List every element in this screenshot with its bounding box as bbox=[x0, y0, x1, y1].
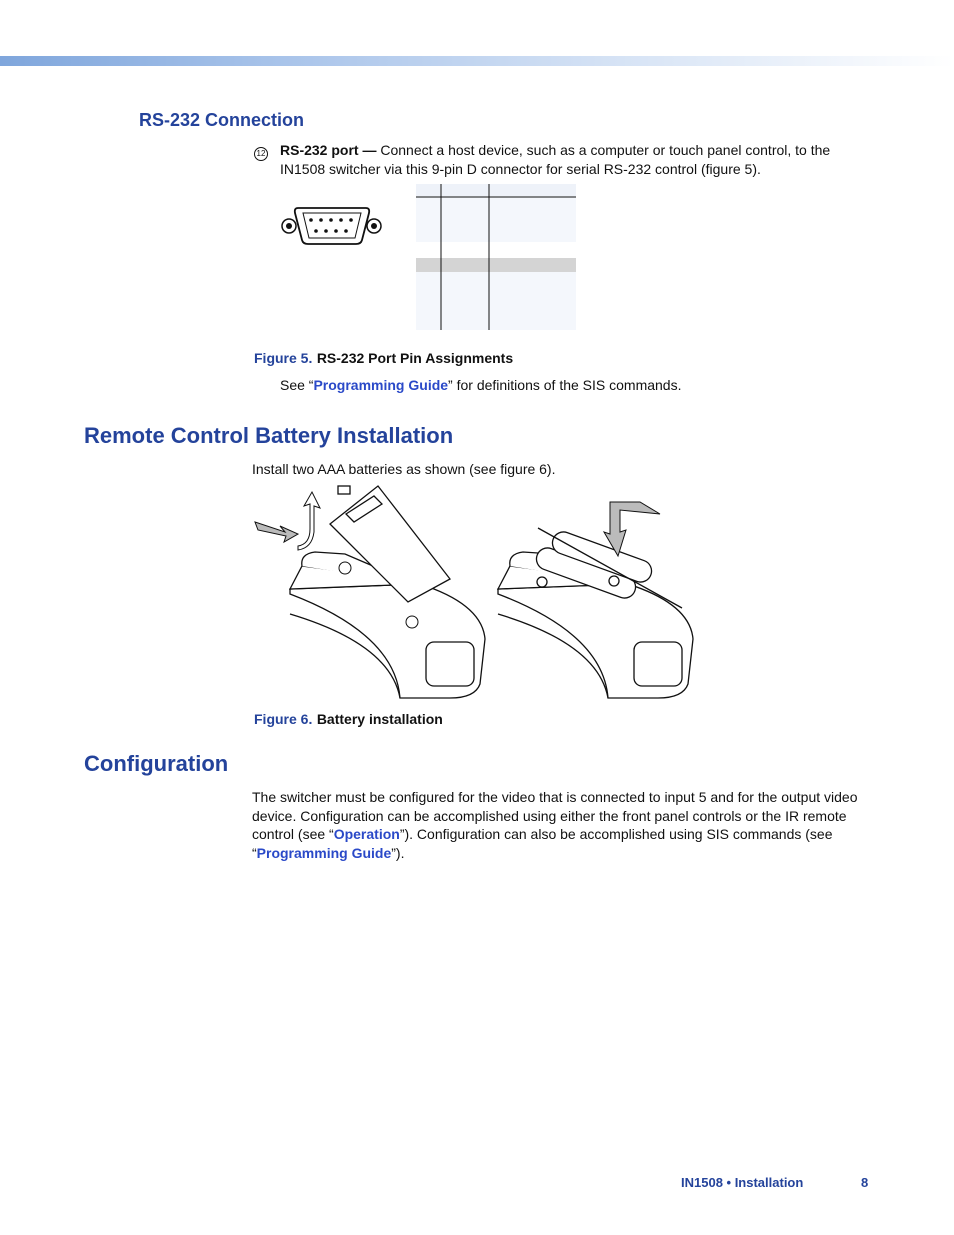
config-text-1: The switcher must be configured for the video that is connected to input 5 and for the output video device. Configuration can be accomplished using either the front panel controls or the IR remote control (see “ bbox=[252, 789, 858, 842]
config-text-3: ”). bbox=[391, 844, 405, 861]
rs232-description bbox=[280, 141, 860, 178]
config-text-2: ”). Configuration can also be accomplished using SIS commands (see “ bbox=[252, 826, 833, 861]
figure5-caption bbox=[254, 350, 513, 368]
see-programming-guide bbox=[280, 376, 682, 395]
item-text: Connect a host device, such as a computer or touch panel control, to the IN1508 switcher via this 9-pin D connector for serial RS-232 control (figure 5). bbox=[280, 142, 831, 177]
configuration-paragraph bbox=[252, 788, 876, 862]
pin-assignment-table bbox=[416, 184, 578, 332]
figure6-caption bbox=[254, 711, 443, 729]
figure6-label: Figure 6. bbox=[254, 711, 313, 727]
item-number: 12 bbox=[254, 147, 268, 161]
programming-guide-link-2[interactable]: Programming Guide bbox=[256, 844, 392, 861]
see-suffix: ” for definitions of the SIS commands. bbox=[448, 377, 682, 393]
db9-connector-illustration bbox=[278, 200, 388, 250]
figure5-label: Figure 5. bbox=[254, 350, 313, 366]
figure6-text: Battery installation bbox=[316, 711, 443, 727]
battery-heading: Remote Control Battery Installation bbox=[84, 423, 454, 448]
footer-doc-title: IN1508 • Installation bbox=[681, 1175, 804, 1190]
configuration-heading: Configuration bbox=[84, 751, 229, 776]
rs232-heading: RS-232 Connection bbox=[139, 110, 305, 130]
see-prefix: See “ bbox=[280, 377, 314, 393]
header-gradient-bar bbox=[0, 56, 954, 66]
programming-guide-link[interactable]: Programming Guide bbox=[313, 377, 449, 393]
operation-link[interactable]: Operation bbox=[333, 826, 400, 842]
figure5-text: RS-232 Port Pin Assignments bbox=[316, 350, 514, 366]
item-title: RS-232 port — bbox=[280, 142, 377, 158]
battery-intro: Install two AAA batteries as shown (see figure 6). bbox=[252, 461, 556, 477]
footer-page-number: 8 bbox=[861, 1175, 869, 1190]
battery-installation-illustration bbox=[250, 484, 700, 704]
item-number-badge bbox=[254, 143, 268, 161]
